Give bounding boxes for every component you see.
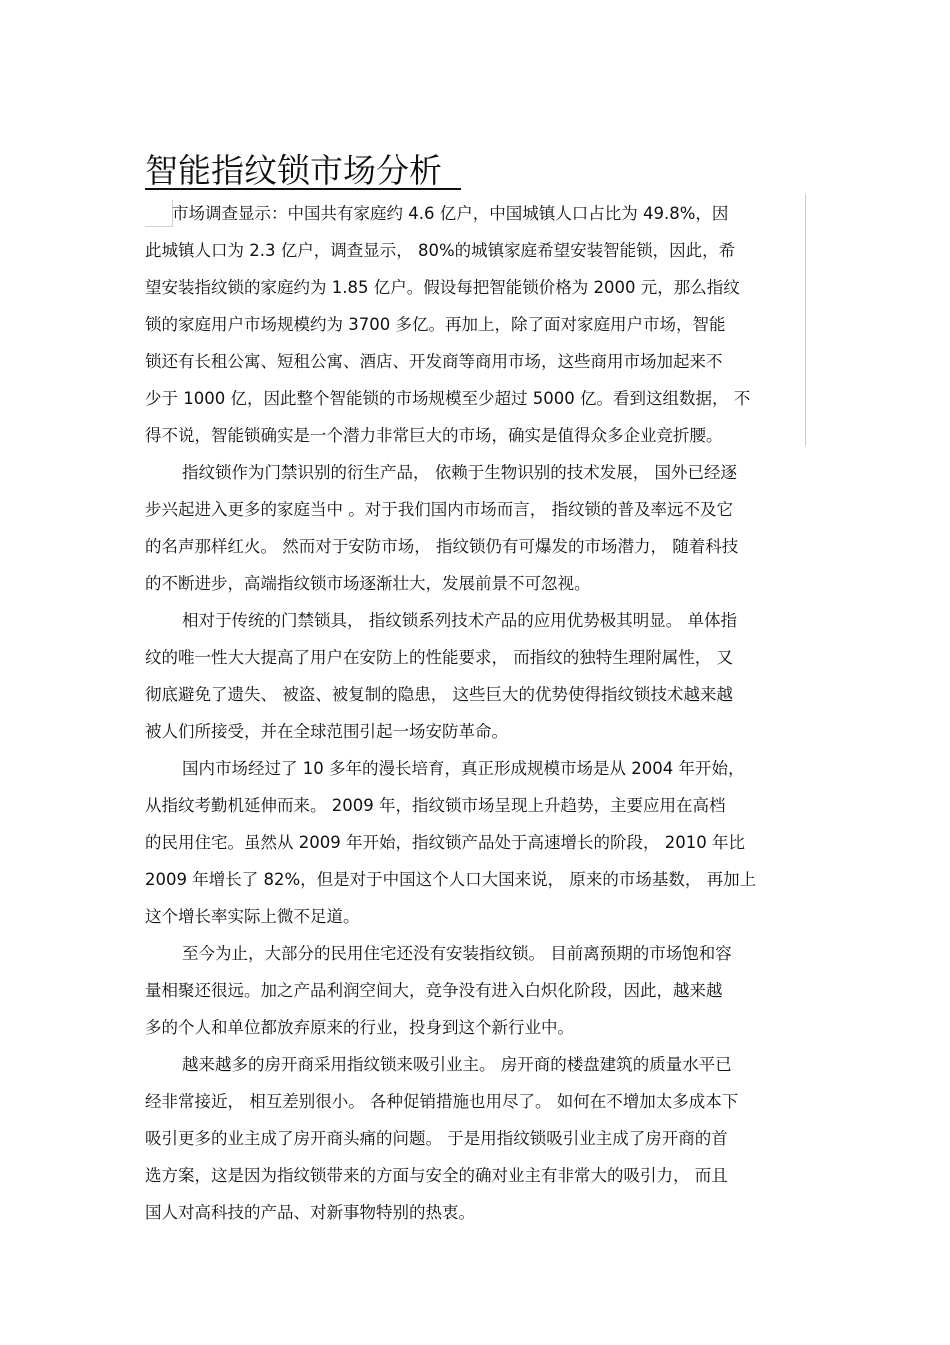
text-line: 锁的家庭用户市场规模约为 3700 多亿。再加上，除了面对家庭用户市场，智能 [145, 315, 726, 334]
text-line: 的民用住宅。虽然从 2009 年开始，指纹锁产品处于高速增长的阶段， 2010 年比 [145, 833, 745, 852]
text-line: 得不说，智能锁确实是一个潜力非常巨大的市场，确实是值得众多企业竞折腰。 [145, 426, 723, 445]
text-line: 指纹锁作为门禁识别的衍生产品， 依赖于生物识别的技术发展， 国外已经逐 [182, 463, 737, 482]
text-line: 的不断进步，高端指纹锁市场逐渐壮大，发展前景不可忽视。 [145, 574, 591, 593]
text-line: 纹的唯一性大大提高了用户在安防上的性能要求， 而指纹的独特生理附属性， 又 [145, 648, 733, 667]
text-line: 国内市场经过了 10 多年的漫长培育，真正形成规模市场是从 2004 年开始， [182, 759, 745, 778]
text-line: 这个增长率实际上微不足道。 [145, 907, 360, 926]
text-line: 彻底避免了遗失、 被盗、被复制的隐患， 这些巨大的优势使得指纹锁技术越来越 [145, 685, 733, 704]
text-line: 少于 1000 亿，因此整个智能锁的市场规模至少超过 5000 亿。看到这组数据， 不 [145, 389, 751, 408]
text-line: 多的个人和单位都放弃原来的行业，投身到这个新行业中。 [145, 1018, 574, 1037]
text-line: 国人对高科技的产品、对新事物特别的热衷。 [145, 1203, 475, 1222]
text-line: 此城镇人口为 2.3 亿户，调查显示， 80%的城镇家庭希望安装智能锁，因此，希 [145, 241, 736, 260]
text-line: 步兴起进入更多的家庭当中 。对于我们国内市场而言， 指纹锁的普及率远不及它 [145, 500, 733, 519]
text-line: 的名声那样红火。 然而对于安防市场， 指纹锁仍有可爆发的市场潜力， 随着科技 [145, 537, 739, 556]
text-line: 市场调查显示：中国共有家庭约 4.6 亿户，中国城镇人口占比为 49.8%，因 [172, 204, 729, 223]
text-line: 越来越多的房开商采用指纹锁来吸引业主。 房开商的楼盘建筑的质量水平已 [182, 1055, 732, 1074]
text-line: 吸引更多的业主成了房开商头痛的问题。 于是用指纹锁吸引业主成了房开商的首 [145, 1129, 728, 1148]
text-line: 选方案，这是因为指纹锁带来的方面与安全的确对业主有非常大的吸引力， 而且 [145, 1166, 728, 1185]
text-line: 2009 年增长了 82%，但是对于中国这个人口大国来说， 原来的市场基数， 再加上 [145, 870, 757, 889]
page-title: 智能指纹锁市场分析 [145, 151, 442, 190]
text-frame-border [805, 194, 806, 446]
text-line: 被人们所接受，并在全球范围引起一场安防革命。 [145, 722, 508, 741]
text-line: 经非常接近， 相互差别很小。 各种促销措施也用尽了。 如何在不增加太多成本下 [145, 1092, 739, 1111]
title-underline [145, 188, 461, 190]
text-line: 量相聚还很远。加之产品利润空间大，竞争没有进入白炽化阶段，因此，越来越 [145, 981, 723, 1000]
text-frame-corner-mark [145, 226, 173, 227]
text-line: 从指纹考勤机延伸而来。 2009 年，指纹锁市场呈现上升趋势，主要应用在高档 [145, 796, 726, 815]
text-line: 至今为止，大部分的民用住宅还没有安装指纹锁。 目前离预期的市场饱和容 [182, 944, 732, 963]
text-line: 锁还有长租公寓、短租公寓、酒店、开发商等商用市场，这些商用市场加起来不 [145, 352, 723, 371]
text-line: 相对于传统的门禁锁具， 指纹锁系列技术产品的应用优势极其明显。 单体指 [182, 611, 737, 630]
text-line: 望安装指纹锁的家庭约为 1.85 亿户。假设每把智能锁价格为 2000 元，那么指纹 [145, 278, 740, 297]
